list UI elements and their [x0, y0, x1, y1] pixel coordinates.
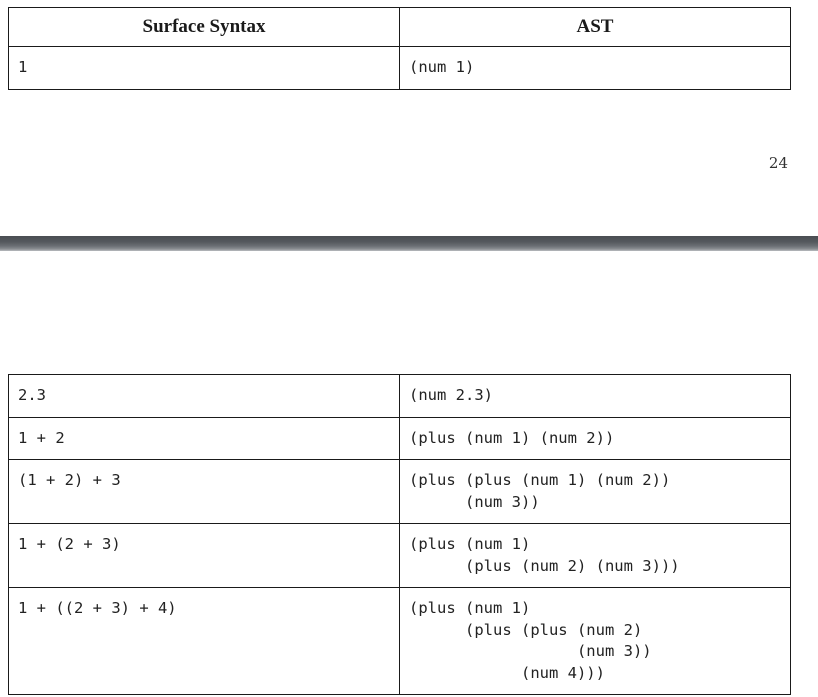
table-row: [9, 375, 791, 418]
header-ast: AST: [400, 8, 791, 47]
ast-cell: (plus (num 1) (plus (num 2) (num 3))): [400, 524, 791, 588]
document-page-25: [0, 251, 818, 697]
ast-cell: (plus (plus (num 1) (num 2)) (num 3)): [400, 460, 791, 524]
table-row: [9, 460, 791, 524]
surface-syntax-cell: 1 + (2 + 3): [9, 524, 400, 588]
surface-syntax-cell: 1: [9, 47, 400, 90]
ast-cell: (plus (num 1) (num 2)): [400, 417, 791, 460]
surface-syntax-cell: 1 + ((2 + 3) + 4): [9, 588, 400, 695]
syntax-table-top: [8, 7, 791, 90]
table-row: [9, 524, 791, 588]
ast-cell: (plus (num 1) (plus (plus (num 2) (num 3)) (num 4))): [400, 588, 791, 695]
header-surface-syntax: Surface Syntax: [9, 8, 400, 47]
surface-syntax-cell: 2.3: [9, 375, 400, 418]
surface-syntax-cell: 1 + 2: [9, 417, 400, 460]
ast-cell: (num 1): [400, 47, 791, 90]
page-separator: [0, 236, 818, 251]
syntax-table-bottom: [8, 374, 791, 695]
surface-syntax-cell: (1 + 2) + 3: [9, 460, 400, 524]
table-row: [9, 47, 791, 90]
table-row: [9, 417, 791, 460]
table-row: [9, 588, 791, 695]
ast-cell: (num 2.3): [400, 375, 791, 418]
table-header-row: [9, 8, 791, 47]
page-number: 24: [768, 154, 788, 172]
document-page-24: [0, 0, 818, 236]
